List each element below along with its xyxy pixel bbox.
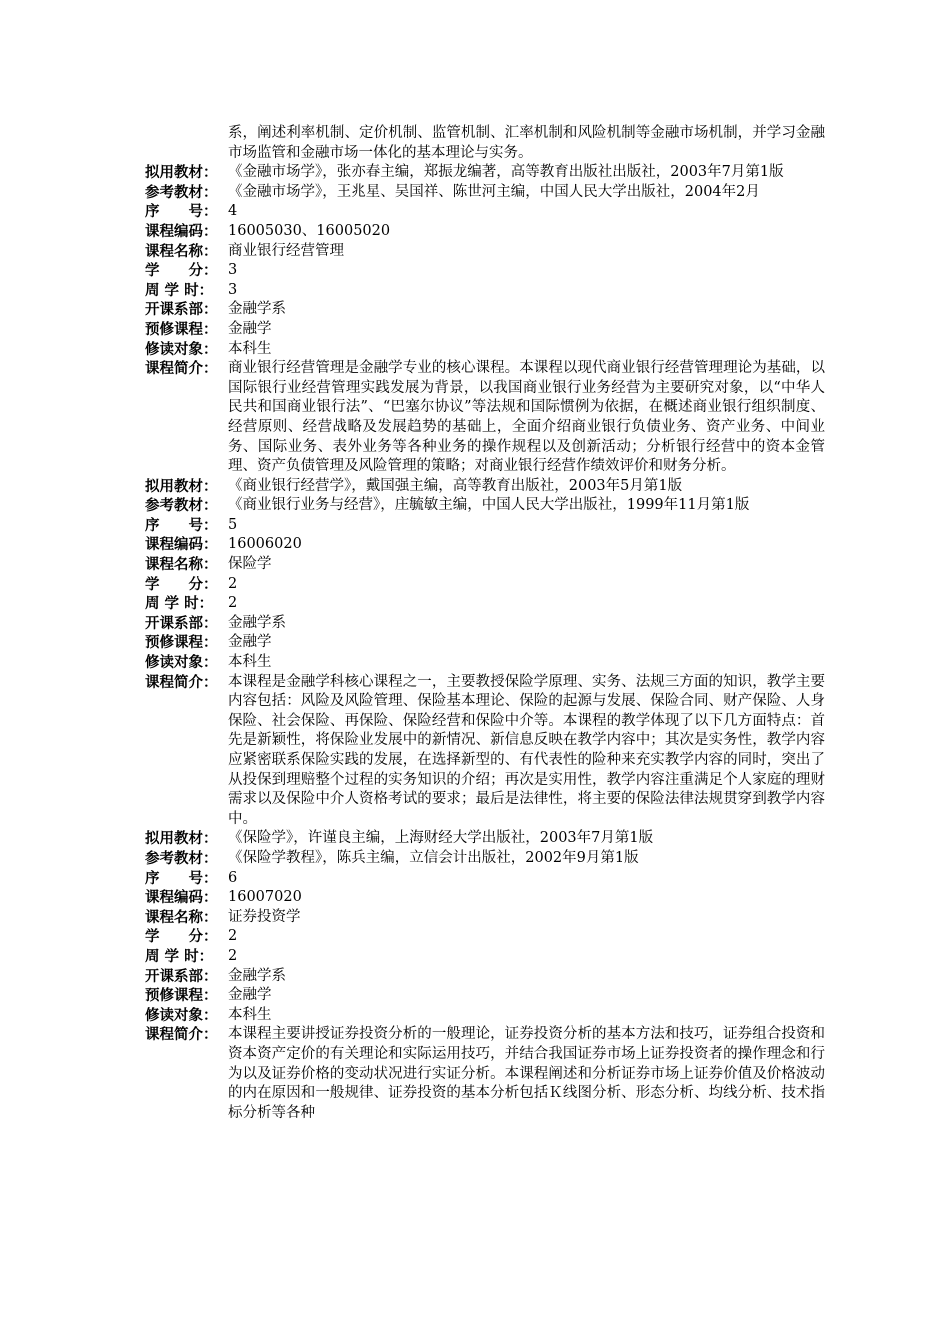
audience-label: 修读对象： xyxy=(145,1006,218,1024)
course5-department: 金融学系 xyxy=(228,614,286,631)
course5-seq: 5 xyxy=(228,516,238,533)
seq-label: 序 号： xyxy=(145,869,218,887)
weekly-hours-label: 周 学 时： xyxy=(145,947,214,965)
course5-code: 16006020 xyxy=(228,536,302,553)
course6-credit: 2 xyxy=(228,928,238,945)
course5-reference: 《保险学教程》，陈兵主编，立信会计出版社，2002年9月第1版 xyxy=(228,849,639,866)
intro-label: 课程简介： xyxy=(145,673,218,691)
course4-credit: 3 xyxy=(228,262,238,279)
course3-reference-row xyxy=(145,183,825,203)
course5-intro: 本课程是金融学科核心课程之一，主要教授保险学原理、实务、法规三方面的知识，教学主要内容包括：风险及风险管理、保险基本理论、保险的起源与发展、保险合同、财产保险、人身保险、社会保险、再保险、保险经营和保险中介等。本课程的教学体现了以下几方面特点：首先是新颖性，将保险业发展中的新情况、新信息反映在教学内容中；其次是实务性，教学内容应紧密联系保险实践的发展，在选择新型的、有代表性的险种来充实教学内容的同时，突出了从投保到理赔整个过程的实务知识的介绍；再次是实用性，教学内容注重满足个人家庭的理财需求以及保险中介人资格考试的要求；最后是法律性，将主要的保险法律法规贯穿到教学内容中。 xyxy=(228,673,825,827)
code-label: 课程编码： xyxy=(145,889,218,907)
course5-name-row xyxy=(145,555,825,575)
course6-name-row xyxy=(145,908,825,928)
course5-hours-row xyxy=(145,594,825,614)
weekly-hours-label: 周 学 时： xyxy=(145,281,214,299)
reference-label: 参考教材： xyxy=(145,183,218,201)
course5-prereq-row xyxy=(145,633,825,653)
course4-seq-row xyxy=(145,202,825,222)
course5-credit: 2 xyxy=(228,575,238,592)
course6-intro: 本课程主要讲授证券投资分析的一般理论，证券投资分析的基本方法和技巧，证券组合投资和资本资产定价的有关理论和实际运用技巧，并结合我国证券市场上证券投资者的操作理念和行为以及证券价格的变动状况进行实证分析。本课程阐述和分析证券市场上证券价值及价格波动的内在原因和一般规律、证券投资的基本分析包括Ｋ线图分析、形态分析、均线分析、技术指标分析等各种 xyxy=(228,1026,825,1121)
credit-label: 学 分： xyxy=(145,575,218,593)
course3-reference: 《金融市场学》，王兆星、吴国祥、陈世河主编，中国人民大学出版社，2004年2月 xyxy=(228,183,760,200)
credit-label: 学 分： xyxy=(145,262,218,280)
course5-audience: 本科生 xyxy=(228,654,272,671)
audience-label: 修读对象： xyxy=(145,340,218,358)
course4-hours-row xyxy=(145,281,825,301)
course6-audience: 本科生 xyxy=(228,1006,272,1023)
course4-code: 16005030、16005020 xyxy=(228,222,391,239)
department-label: 开课系部： xyxy=(145,967,218,985)
course4-department-row xyxy=(145,300,825,320)
reference-label: 参考教材： xyxy=(145,497,218,515)
course3-textbook-row xyxy=(145,163,825,183)
course6-seq: 6 xyxy=(228,869,238,886)
course4-audience-row xyxy=(145,340,825,360)
course4-seq: 4 xyxy=(228,203,238,220)
course5-intro-row xyxy=(145,673,825,830)
course6-name: 证券投资学 xyxy=(228,908,301,925)
course4-reference-row xyxy=(145,496,825,516)
course5-textbook-row xyxy=(145,829,825,849)
course6-seq-row xyxy=(145,869,825,889)
course4-weekly-hours: 3 xyxy=(228,281,238,298)
course4-prereq-row xyxy=(145,320,825,340)
course4-name-row xyxy=(145,242,825,262)
course4-textbook: 《商业银行经营学》，戴国强主编，高等教育出版社，2003年5月第1版 xyxy=(228,477,683,494)
course6-prereq-row xyxy=(145,986,825,1006)
course5-name: 保险学 xyxy=(228,556,272,573)
course6-credit-row xyxy=(145,927,825,947)
course5-textbook: 《保险学》，许谨良主编，上海财经大学出版社，2003年7月第1版 xyxy=(228,830,654,847)
department-label: 开课系部： xyxy=(145,301,218,319)
weekly-hours-label: 周 学 时： xyxy=(145,595,214,613)
textbook-label: 拟用教材： xyxy=(145,477,218,495)
document-page xyxy=(145,124,825,1123)
course5-audience-row xyxy=(145,653,825,673)
course6-weekly-hours: 2 xyxy=(228,947,238,964)
course5-reference-row xyxy=(145,849,825,869)
course4-prereq: 金融学 xyxy=(228,320,272,337)
course3-textbook: 《金融市场学》，张亦春主编，郑振龙编著，高等教育出版社出版社，2003年7月第1版 xyxy=(228,164,784,181)
course5-department-row xyxy=(145,614,825,634)
prereq-label: 预修课程： xyxy=(145,987,218,1005)
course6-code-row xyxy=(145,888,825,908)
name-label: 课程名称： xyxy=(145,556,218,574)
course6-prereq: 金融学 xyxy=(228,987,272,1004)
course4-credit-row xyxy=(145,261,825,281)
course5-credit-row xyxy=(145,575,825,595)
course4-code-row xyxy=(145,222,825,242)
course6-audience-row xyxy=(145,1006,825,1026)
seq-label: 序 号： xyxy=(145,516,218,534)
course4-name: 商业银行经营管理 xyxy=(228,242,344,259)
course4-department: 金融学系 xyxy=(228,301,286,318)
intro-label: 课程简介： xyxy=(145,360,218,378)
credit-label: 学 分： xyxy=(145,928,218,946)
course5-weekly-hours: 2 xyxy=(228,595,238,612)
course4-textbook-row xyxy=(145,477,825,497)
textbook-label: 拟用教材： xyxy=(145,164,218,182)
course4-audience: 本科生 xyxy=(228,340,272,357)
textbook-label: 拟用教材： xyxy=(145,830,218,848)
course5-prereq: 金融学 xyxy=(228,634,272,651)
name-label: 课程名称： xyxy=(145,242,218,260)
course6-department: 金融学系 xyxy=(228,967,286,984)
department-label: 开课系部： xyxy=(145,614,218,632)
course6-hours-row xyxy=(145,947,825,967)
name-label: 课程名称： xyxy=(145,908,218,926)
course5-seq-row xyxy=(145,516,825,536)
course4-intro-row xyxy=(145,359,825,477)
prereq-label: 预修课程： xyxy=(145,634,218,652)
audience-label: 修读对象： xyxy=(145,654,218,672)
course6-department-row xyxy=(145,967,825,987)
code-label: 课程编码： xyxy=(145,536,218,554)
reference-label: 参考教材： xyxy=(145,849,218,867)
course4-intro: 商业银行经营管理是金融学专业的核心课程。本课程以现代商业银行经营管理理论为基础，以国际银行业经营管理实践发展为背景，以我国商业银行业务经营为主要研究对象，以“中华人民共和国商业银行法”、“巴塞尔协议”等法规和国际惯例为依据，在概述商业银行组织制度、经营原则、经营战略及发展趋势的基础上，全面介绍商业银行负债业务、资产业务、中间业务、国际业务、表外业务等各种业务的操作规程以及创新活动；分析银行经营中的资本金管理、资产负债管理及风险管理的策略；对商业银行经营作绩效评价和财务分析。 xyxy=(228,360,825,475)
intro-label: 课程简介： xyxy=(145,1026,218,1044)
course4-reference: 《商业银行业务与经营》，庄毓敏主编，中国人民大学出版社，1999年11月第1版 xyxy=(228,497,750,514)
code-label: 课程编码： xyxy=(145,222,218,240)
prereq-label: 预修课程： xyxy=(145,320,218,338)
intro-continuation: 系，阐述利率机制、定价机制、监管机制、汇率机制和风险机制等金融市场机制，并学习金融市场监管和金融市场一体化的基本理论与实务。 xyxy=(228,125,825,161)
course5-code-row xyxy=(145,535,825,555)
course6-code: 16007020 xyxy=(228,889,302,906)
course6-intro-row xyxy=(145,1025,825,1123)
seq-label: 序 号： xyxy=(145,203,218,221)
